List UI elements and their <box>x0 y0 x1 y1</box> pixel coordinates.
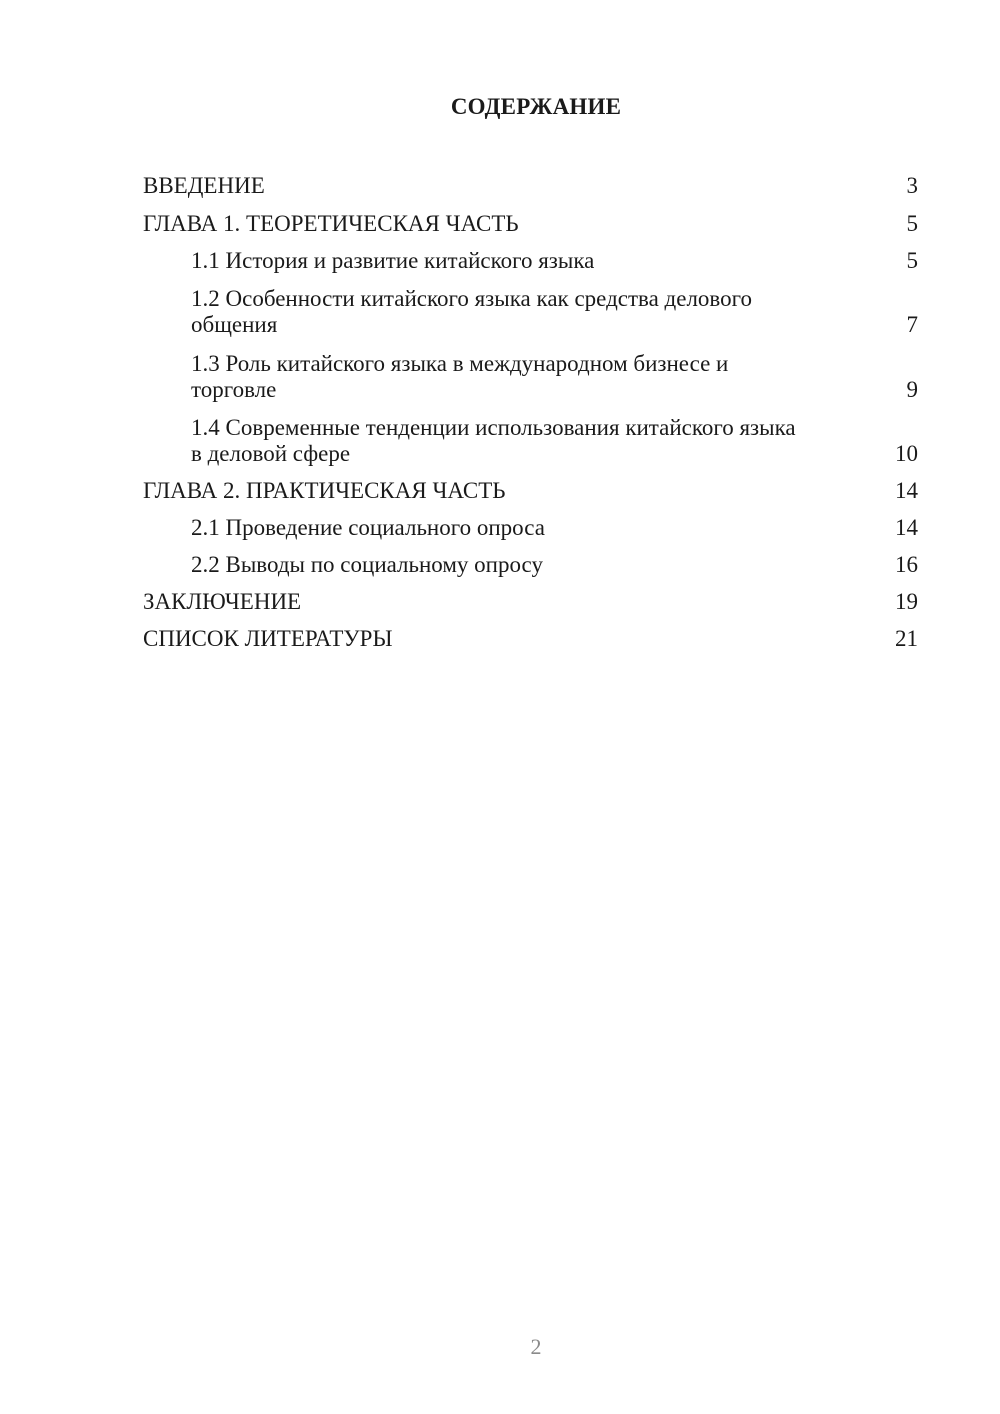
toc-entry-label: СПИСОК ЛИТЕРАТУРЫ <box>143 626 393 651</box>
toc-entry-page: 9 <box>906 377 918 402</box>
toc-entry-page: 14 <box>895 478 918 503</box>
toc-entry-label: 1.4 Современные тенденции использования китайского языка в деловой сфере <box>191 415 796 466</box>
toc-entry-label: 1.2 Особенности китайского языка как средства делового общения <box>191 286 752 337</box>
toc-entry-label: ГЛАВА 2. ПРАКТИЧЕСКАЯ ЧАСТЬ <box>143 478 506 503</box>
toc-entry-1-3[interactable] <box>143 338 918 403</box>
toc-entry-1-1[interactable] <box>143 237 918 274</box>
toc-entry-conclusion[interactable] <box>143 578 918 615</box>
toc-entry-page: 19 <box>895 589 918 614</box>
toc-entry-references[interactable] <box>143 615 918 652</box>
toc-entry-page: 21 <box>895 626 918 651</box>
toc-entry-page: 16 <box>895 552 918 577</box>
toc-title: СОДЕРЖАНИЕ <box>450 94 622 119</box>
toc-entry-label: ВВЕДЕНИЕ <box>143 173 265 198</box>
toc-entry-page: 5 <box>906 211 918 236</box>
toc-entry-page: 5 <box>906 248 918 273</box>
toc-entry-page: 3 <box>906 173 918 198</box>
toc-entry-1-4[interactable] <box>143 403 918 467</box>
toc-entry-2-1[interactable] <box>143 504 918 541</box>
toc-entry-page: 14 <box>895 515 918 540</box>
toc-entry-2-2[interactable] <box>143 541 918 578</box>
toc-entry-chapter-1[interactable] <box>143 199 918 237</box>
toc-entry-label: 1.1 История и развитие китайского языка <box>191 248 595 273</box>
toc-entry-chapter-2[interactable] <box>143 467 918 504</box>
toc-entry-page: 10 <box>895 441 918 466</box>
page-number: 2 <box>530 1334 542 1359</box>
toc-entry-introduction[interactable] <box>143 168 918 199</box>
toc-entry-label: ЗАКЛЮЧЕНИЕ <box>143 589 302 614</box>
toc-entry-page: 7 <box>906 312 918 337</box>
toc-entry-1-2[interactable] <box>143 274 918 338</box>
table-of-contents <box>143 168 918 652</box>
toc-entry-label: 2.1 Проведение социального опроса <box>191 515 545 540</box>
toc-entry-label: 1.3 Роль китайского языка в международном бизнесе и торговле <box>191 351 729 402</box>
toc-entry-label: 2.2 Выводы по социальному опросу <box>191 552 543 577</box>
toc-entry-label: ГЛАВА 1. ТЕОРЕТИЧЕСКАЯ ЧАСТЬ <box>143 211 519 236</box>
